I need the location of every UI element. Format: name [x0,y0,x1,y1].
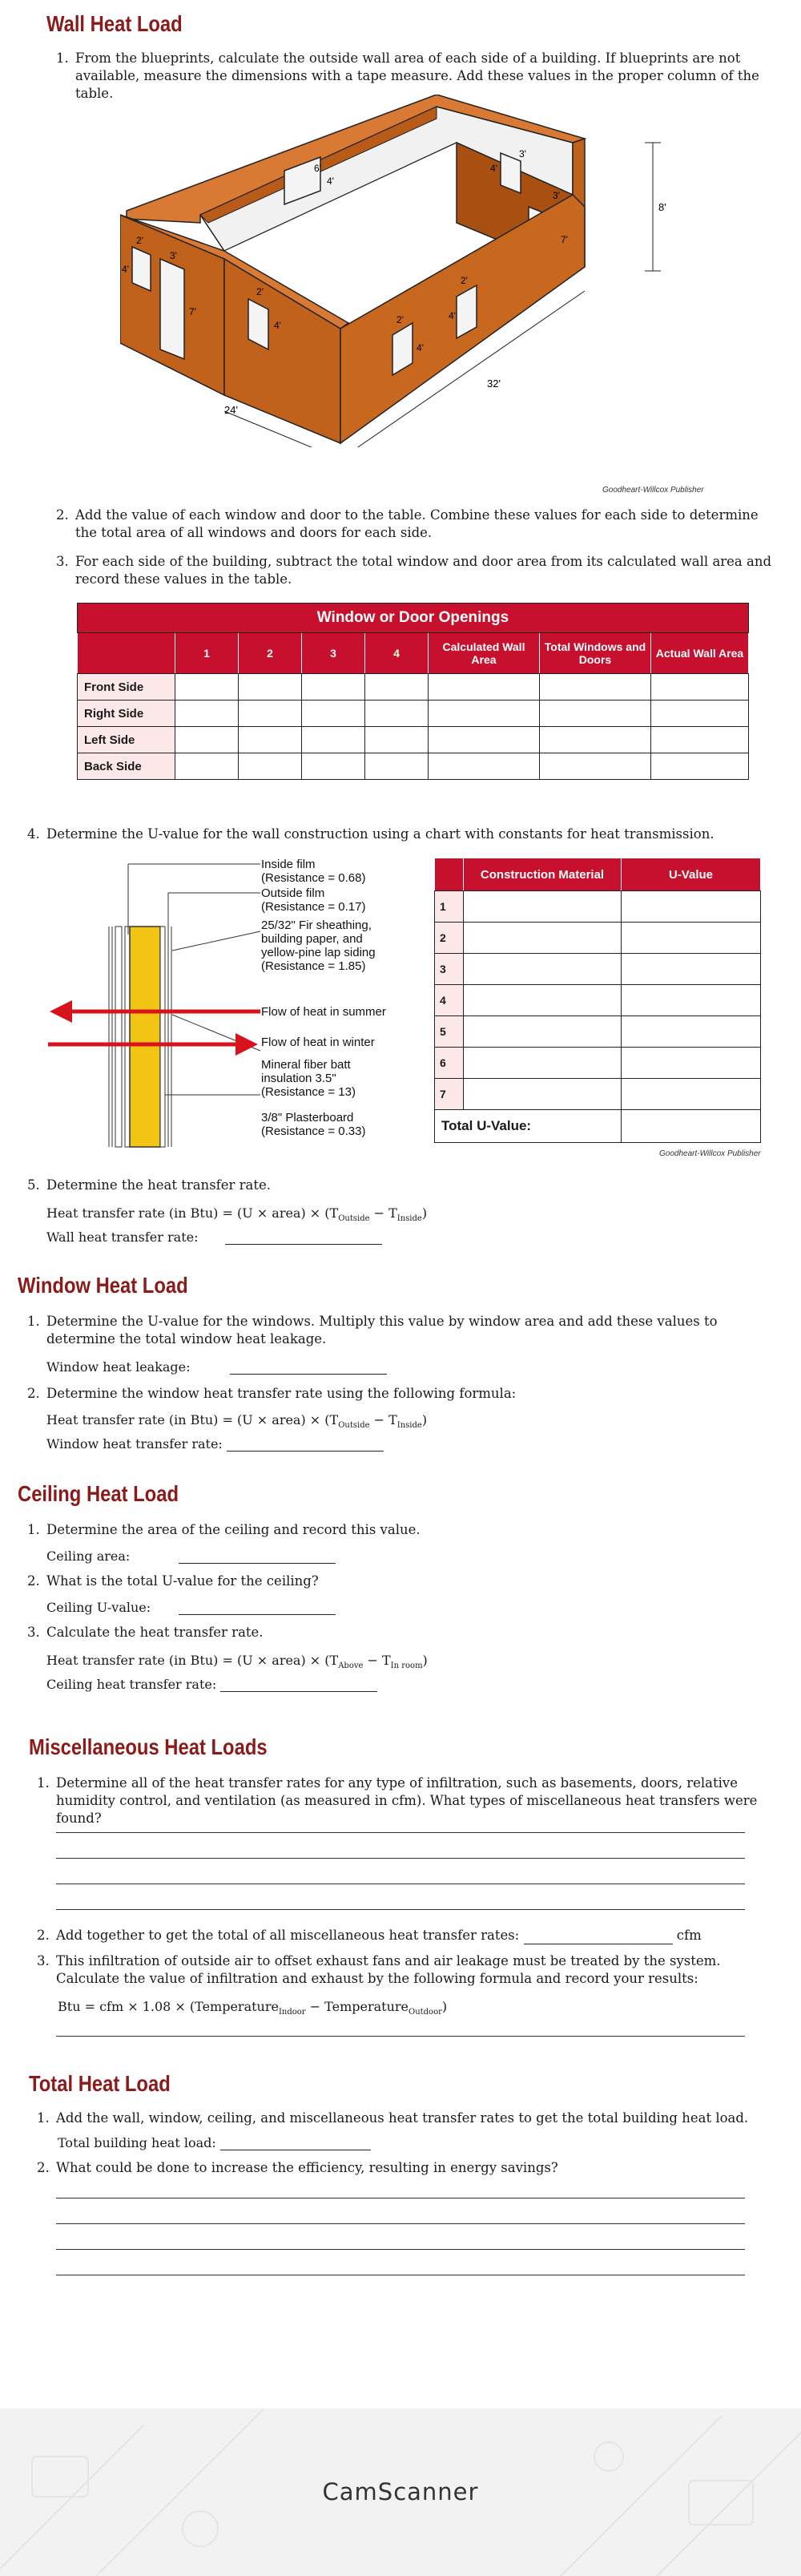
dim-4ft-f: 4' [449,310,456,321]
table-cell[interactable] [651,701,749,727]
wall-step-4 [27,826,780,843]
ceiling-u-input[interactable] [179,1600,336,1615]
ceiling-area [46,1548,336,1564]
formula-prefix: Heat transfer rate (in Btu) = (U × area) × (T [46,1412,339,1427]
result-label: Ceiling heat transfer rate: [46,1677,217,1692]
table-cell[interactable] [302,701,365,727]
step-number: 1. [37,1775,50,1791]
step-text: Determine the heat transfer rate. [46,1177,272,1193]
table-cell[interactable] [464,1016,622,1048]
step-number: 1. [27,1314,40,1329]
step-number: 2. [27,1573,40,1589]
col-header: U-Value [622,858,761,891]
step-number: 2. [27,1386,40,1401]
table-row [435,1079,761,1110]
building-wall-figure [120,95,697,447]
step-text [56,1927,774,1944]
step-text: Determine the U-value for the wall construction using a chart with constants for heat transmission. [46,826,714,842]
row-label: Back Side [78,753,175,780]
window-leakage [46,1359,387,1375]
dim-2ft-d: 2' [461,275,468,286]
misc-step-3 [37,1952,774,1988]
u-table-credit: Goodheart-Willcox Publisher [659,1149,761,1158]
table-cell[interactable] [302,674,365,701]
ceiling-formula [46,1653,428,1670]
table-cell[interactable] [429,753,540,780]
table-cell[interactable] [651,753,749,780]
table-cell[interactable] [239,727,302,753]
formula-sub: Inside [396,1421,422,1431]
formula-end: ) [422,1653,428,1668]
sheathing-layer [125,927,130,1147]
answer-line[interactable] [56,1858,745,1859]
siding-layer [160,927,165,1147]
step-text: Determine the area of the ceiling and record this value. [46,1522,421,1537]
col-header: Actual Wall Area [651,633,749,674]
dim-7ft-b: 7' [189,306,196,317]
dim-6ft: 6' [314,163,321,174]
step-number: 1. [37,2110,50,2126]
table-cell[interactable] [302,727,365,753]
table-cell[interactable] [540,674,651,701]
camscanner-watermark: CamScanner [322,2478,479,2505]
table-cell[interactable] [464,923,622,954]
step-number: 4. [27,826,40,842]
dim-3ft-b: 3' [553,190,560,201]
formula-sub: Indoor [278,2008,306,2017]
col-header [78,633,175,674]
row-number: 4 [435,985,464,1016]
step-number: 2. [37,2160,50,2175]
col-header: 1 [175,633,239,674]
dim-2ft-b: 2' [256,286,264,297]
wall-section-diagram [48,854,272,1159]
u-value-table [434,858,761,1143]
dim-2ft-a: 2' [136,235,143,246]
formula-prefix: Btu = cfm × 1.08 × (Temperature [58,1999,279,2014]
label-insulation: Mineral fiber batt insulation 3.5" (Resistance = 13) [261,1058,356,1099]
step-text: What is the total U-value for the ceiling? [46,1573,319,1589]
row-number: 5 [435,1016,464,1048]
step-number: 3. [56,554,69,569]
table-row [435,1016,761,1048]
answer-line[interactable] [56,2036,745,2037]
total-step-2 [37,2159,774,2177]
step-text: Calculate the heat transfer rate. [46,1625,264,1640]
formula-mid: − T [369,1205,397,1221]
col-header: 3 [302,633,365,674]
wall-step-3 [56,553,777,588]
ceiling-u [46,1600,336,1615]
window-step-2 [27,1385,772,1403]
table-cell[interactable] [651,727,749,753]
table-cell[interactable] [175,753,239,780]
dim-4ft-d: 4' [274,320,281,331]
window-door-table [77,603,749,780]
table-caption: Window or Door Openings [78,604,749,633]
row-label: Front Side [78,674,175,701]
table-cell[interactable] [429,701,540,727]
cfm-unit: cfm [676,1928,702,1943]
table-row [435,891,761,923]
row-number: 2 [435,923,464,954]
dim-4ft-c: 4' [122,264,129,275]
table-cell[interactable] [239,753,302,780]
total-load-input[interactable] [220,2135,371,2150]
misc-total-input[interactable] [524,1929,673,1944]
table-cell[interactable] [464,891,622,923]
table-cell[interactable] [175,674,239,701]
label-sheathing: 25/32" Fir sheathing, building paper, and yellow-pine lap siding (Resistance = 1.85) [261,919,376,973]
dim-3ft-c: 3' [170,250,177,261]
total-u-cell[interactable] [622,1110,761,1143]
col-header [435,858,464,891]
wall-step-5 [27,1177,748,1194]
answer-line[interactable] [56,1909,745,1910]
step-number: 2. [56,507,69,523]
ceiling-step-3 [27,1624,772,1641]
ceiling-area-input[interactable] [179,1548,336,1564]
step-text: Add the wall, window, ceiling, and miscellaneous heat transfer rates to get the total building heat load. [56,2110,749,2126]
misc-heat-loads-title: Miscellaneous Heat Loads [29,1734,268,1759]
total-row [435,1110,761,1143]
table-cell[interactable] [302,753,365,780]
winter-arrow-head [235,1033,258,1056]
ceiling-step-2 [27,1573,772,1590]
table-cell[interactable] [365,674,429,701]
step-number: 2. [37,1928,50,1943]
formula-prefix: Heat transfer rate (in Btu) = (U × area) × (T [46,1205,339,1221]
total-label: Total building heat load: [58,2135,216,2150]
row-number: 7 [435,1079,464,1110]
dim-4ft-e: 4' [417,342,424,353]
table-cell[interactable] [175,727,239,753]
dim-2ft-c: 2' [396,314,404,325]
misc-step-1 [37,1775,774,1827]
step-text: What could be done to increase the efficiency, resulting in energy savings? [56,2160,558,2175]
misc-step-2 [37,1927,774,1944]
step-number: 3. [37,1953,50,1968]
summer-arrow-head [50,1000,72,1023]
step-number: 1. [56,50,69,66]
formula-mid: − T [363,1653,391,1668]
table-row [435,1048,761,1079]
total-load [58,2135,371,2150]
label-heat-winter: Flow of heat in winter [261,1036,375,1049]
answer-line[interactable] [56,1832,745,1833]
total-heat-load-title: Total Heat Load [29,2071,171,2096]
table-cell[interactable] [175,701,239,727]
table-cell[interactable] [622,985,761,1016]
u-label: Ceiling U-value: [46,1600,151,1615]
table-cell[interactable] [365,727,429,753]
side-window-1 [132,247,151,291]
table-cell[interactable] [239,701,302,727]
step-number: 5. [27,1177,40,1193]
row-number: 6 [435,1048,464,1079]
step-text: This infiltration of outside air to offset exhaust fans and air leakage must be treated by the system. Calculate the value of infiltration and exhaust by the following formula and record your results: [56,1953,721,1986]
wall-formula [46,1205,427,1223]
table-row [78,674,749,701]
formula-end: ) [421,1205,428,1221]
dim-3ft-a: 3' [519,148,526,159]
step-text: From the blueprints, calculate the outside wall area of each side of a building. If blueprints are not available, measure the dimensions with a tape measure. Add these values in the proper column of the table. [75,50,759,101]
formula-sub: Above [338,1661,364,1671]
table-cell[interactable] [622,1016,761,1048]
formula-mid: − T [369,1412,397,1427]
window-heat-load-title: Window Heat Load [18,1273,188,1298]
answer-line[interactable] [56,2249,745,2250]
table-cell[interactable] [429,727,540,753]
col-header: Total Windows and Doors [540,633,651,674]
label-plasterboard: 3/8" Plasterboard (Resistance = 0.33) [261,1111,366,1138]
table-row [78,753,749,780]
col-header: 2 [239,633,302,674]
table-cell[interactable] [239,674,302,701]
label-heat-summer: Flow of heat in summer [261,1005,386,1019]
table-row [435,923,761,954]
wall-result [46,1229,382,1245]
figure-credit: Goodheart-Willcox Publisher [602,486,704,495]
insulation-layer [130,927,160,1147]
table-cell[interactable] [365,753,429,780]
dim-8ft: 8' [658,201,666,213]
label-outside-film: Outside film (Resistance = 0.17) [261,886,366,914]
wall-step-2 [56,507,777,542]
dim-7ft-a: 7' [561,234,568,245]
window-formula [46,1412,427,1430]
formula-sub: Outside [338,1421,370,1431]
dim-4ft-a: 4' [327,176,334,187]
window-rate-input[interactable] [227,1436,384,1452]
step-text: For each side of the building, subtract the total window and door area from its calculated wall area and record these values in the table. [75,554,772,587]
ceiling-heat-load-title: Ceiling Heat Load [18,1481,179,1506]
table-cell[interactable] [464,985,622,1016]
ceiling-rate-input[interactable] [220,1677,377,1692]
side-door-1 [160,259,184,359]
wall-heat-load-title: Wall Heat Load [46,11,183,36]
wall-rate-input[interactable] [225,1229,382,1245]
formula-sub: Outdoor [409,2008,442,2017]
table-row [435,985,761,1016]
ceiling-step-1 [27,1521,772,1539]
formula-end: ) [421,1412,428,1427]
label-inside-film: Inside film (Resistance = 0.68) [261,858,366,885]
formula-sub: Inside [396,1214,422,1224]
plasterboard-layer [115,927,122,1147]
step-text: Add the value of each window and door to the table. Combine these values for each side to determine the total area of all windows and doors for each side. [75,507,759,540]
row-number: 3 [435,954,464,985]
formula-prefix: Heat transfer rate (in Btu) = (U × area) × (T [46,1653,339,1668]
table-cell[interactable] [622,954,761,985]
formula-mid: − Temperature [305,1999,409,2014]
step-text: Determine the window heat transfer rate using the following formula: [46,1386,517,1401]
table-cell[interactable] [622,923,761,954]
col-header: 4 [365,633,429,674]
table-cell[interactable] [622,1048,761,1079]
answer-line[interactable] [56,2223,745,2224]
dim-24ft: 24' [224,404,238,416]
step-text: Determine all of the heat transfer rates for any type of infiltration, such as basements, doors, relative humidity control, and ventilation (as measured in cfm). What types of miscellaneous heat transfers were found? [56,1775,758,1826]
table-cell[interactable] [429,674,540,701]
table-cell[interactable] [651,674,749,701]
table-cell[interactable] [540,727,651,753]
window-step-1 [27,1313,772,1348]
area-label: Ceiling area: [46,1548,131,1564]
row-label: Right Side [78,701,175,727]
table-cell[interactable] [540,701,651,727]
total-u-label: Total U-Value: [435,1110,622,1143]
row-label: Left Side [78,727,175,753]
total-step-1 [37,2110,774,2127]
leakage-label: Window heat leakage: [46,1359,191,1375]
ceiling-result [46,1677,377,1692]
table-cell[interactable] [365,701,429,727]
table-row [78,701,749,727]
table-row [435,954,761,985]
step-2-text: Add together to get the total of all miscellaneous heat transfer rates: [56,1928,520,1943]
col-header: Construction Material [464,858,622,891]
result-label: Window heat transfer rate: [46,1436,223,1452]
step-text: Determine the U-value for the windows. Multiply this value by window area and add these values to determine the total window heat leakage. [46,1314,718,1347]
formula-sub: Outside [338,1214,370,1224]
window-leakage-input[interactable] [230,1359,387,1375]
formula-sub: In room [390,1661,423,1671]
row-number: 1 [435,891,464,923]
table-cell[interactable] [622,1079,761,1110]
result-label: Wall heat transfer rate: [46,1229,199,1245]
table-cell[interactable] [464,954,622,985]
misc-formula [58,1999,447,2017]
formula-end: ) [441,1999,448,2014]
table-cell[interactable] [622,891,761,923]
col-header: Calculated Wall Area [429,633,540,674]
step-number: 1. [27,1522,40,1537]
dim-32ft: 32' [487,378,501,390]
table-cell[interactable] [464,1079,622,1110]
table-row [78,727,749,753]
table-cell[interactable] [464,1048,622,1079]
window-result [46,1436,384,1452]
step-number: 3. [27,1625,40,1640]
dim-4ft-b: 4' [490,163,497,174]
table-cell[interactable] [540,753,651,780]
